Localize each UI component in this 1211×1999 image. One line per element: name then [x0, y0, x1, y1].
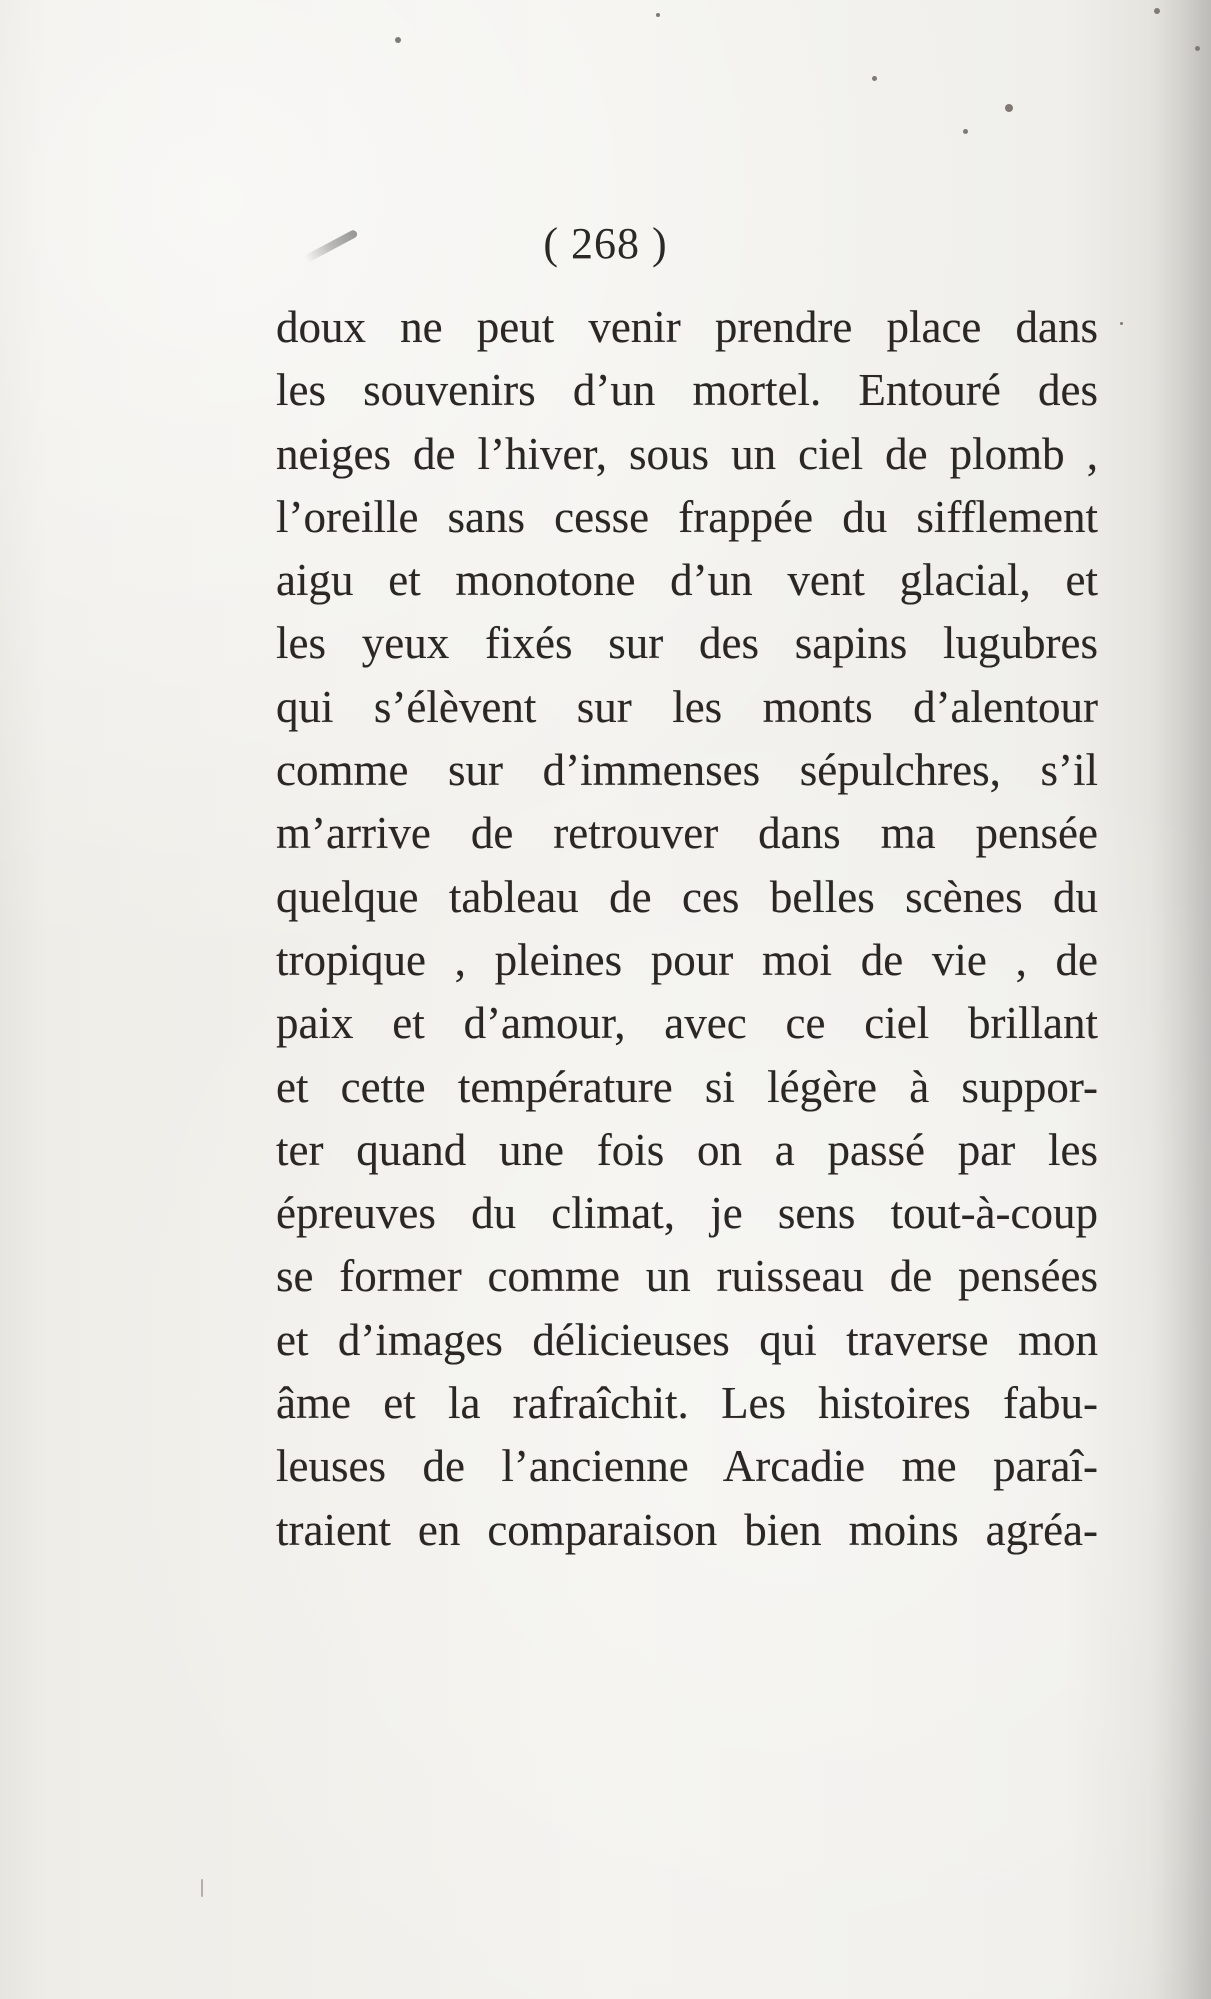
- text-line: les souvenirs d’un mortel. Entouré des: [276, 365, 1098, 416]
- paper-speck: [395, 37, 401, 43]
- text-line: se former comme un ruisseau de pensées: [276, 1251, 1098, 1302]
- text-line: les yeux fixés sur des sapins lugubres: [276, 618, 1098, 669]
- text-line: neiges de l’hiver, sous un ciel de plomb ,: [276, 428, 1098, 479]
- paper-speck: [1195, 46, 1200, 51]
- text-line: aigu et monotone d’un vent glacial, et: [276, 555, 1098, 606]
- page-edge-shadow: [1149, 0, 1211, 1999]
- paper-speck: [872, 76, 877, 81]
- paper-speck: [1154, 8, 1160, 14]
- text-line: traient en comparaison bien moins agréa-: [276, 1504, 1098, 1555]
- text-line: tropique , pleines pour moi de vie , de: [276, 934, 1098, 985]
- text-line: leuses de l’ancienne Arcadie me paraî-: [276, 1441, 1098, 1492]
- paper-speck: [656, 13, 660, 17]
- page-number-header: ( 268 ): [543, 219, 668, 268]
- text-line: quelque tableau de ces belles scènes du: [276, 871, 1098, 922]
- text-line: épreuves du climat, je sens tout-à-coup: [276, 1188, 1098, 1239]
- text-line: l’oreille sans cesse frappée du sifflement: [276, 491, 1098, 542]
- text-line: et d’images délicieuses qui traverse mon: [276, 1314, 1098, 1365]
- paper-speck: [963, 129, 968, 134]
- text-line: qui s’élèvent sur les monts d’alentour: [276, 681, 1098, 732]
- text-line: et cette température si légère à suppor-: [276, 1061, 1098, 1112]
- paper-speck: [1005, 104, 1013, 112]
- text-line: comme sur d’immenses sépulchres, s’il: [276, 745, 1098, 796]
- text-line: ter quand une fois on a passé par les: [276, 1124, 1098, 1175]
- paper-speck: [201, 1879, 203, 1897]
- text-line: doux ne peut venir prendre place dans: [276, 302, 1098, 352]
- text-line: m’arrive de retrouver dans ma pensée: [276, 808, 1098, 859]
- text-line: âme et la rafraîchit. Les histoires fabu-: [276, 1378, 1098, 1429]
- body-text: [276, 296, 1098, 1562]
- paper-speck: [1120, 322, 1123, 325]
- text-line: paix et d’amour, avec ce ciel brillant: [276, 998, 1098, 1049]
